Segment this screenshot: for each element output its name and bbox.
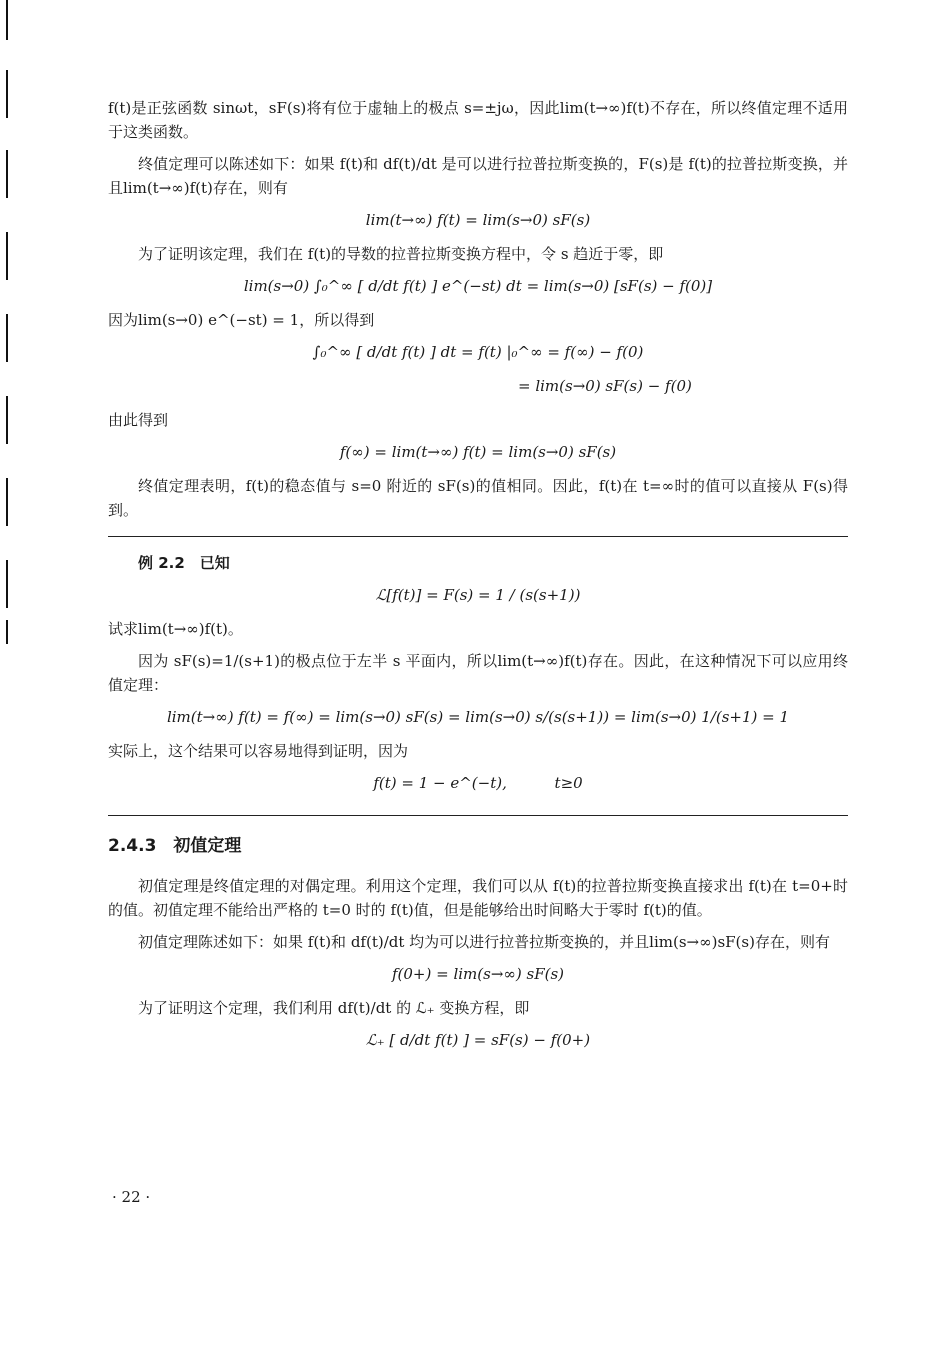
equation-result: f(∞) = lim(t→∞) f(t) = lim(s→0) sF(s): [339, 443, 617, 461]
paragraph-2: 终值定理可以陈述如下：如果 f(t)和 df(t)/dt 是可以进行拉普拉斯变换的，F(s)是 f(t)的拉普拉斯变换，并且lim(t→∞)f(t)存在，则有: [108, 155, 848, 197]
example-result-equation: lim(t→∞) f(t) = f(∞) = lim(s→0) sF(s) = lim(s→0) s/(s(s+1)) = lim(s→0) 1/(s+1) = 1: [166, 708, 790, 726]
equation-integral-continued: = lim(s→0) sF(s) − f(0): [518, 377, 692, 395]
paragraph-5: 由此得到: [108, 411, 169, 429]
equation-limit-integral: lim(s→0) ∫₀^∞ [ d/dt f(t) ] e^(−st) dt = lim(s→0) [sF(s) − f(0)]: [243, 277, 713, 295]
example-box: [108, 536, 848, 816]
paragraph-1: f(t)是正弦函数 sinωt，sF(s)将有位于虚轴上的极点 s=±jω，因此lim(t→∞)f(t)不存在，所以终值定理不适用于这类函数。: [108, 99, 848, 141]
equation-transform: ℒ₊ [ d/dt f(t) ] = sF(s) − f(0+): [365, 1031, 591, 1049]
example-given-equation: ℒ[f(t)] = F(s) = 1 / (s(s+1)): [375, 586, 581, 604]
page-number: · 22 ·: [112, 1188, 151, 1206]
example-paragraph-1: 因为 sF(s)=1/(s+1)的极点位于左半 s 平面内，所以lim(t→∞)f(t)存在。因此，在这种情况下可以应用终值定理：: [108, 652, 848, 694]
section-heading: 2.4.3 初值定理: [108, 836, 242, 856]
example-title: 例 2.2 已知: [138, 554, 230, 572]
scan-margin-marks: [6, 0, 9, 1347]
page-body: [108, 96, 848, 1062]
equation-integral: ∫₀^∞ [ d/dt f(t) ] dt = f(t) |₀^∞ = f(∞) − f(0): [312, 343, 644, 361]
example-question: 试求lim(t→∞)f(t)。: [108, 620, 243, 638]
example-paragraph-2: 实际上，这个结果可以容易地得到证明，因为: [108, 742, 409, 760]
section-paragraph-2: 初值定理陈述如下：如果 f(t)和 df(t)/dt 均为可以进行拉普拉斯变换的，并且lim(s→∞)sF(s)存在，则有: [138, 933, 830, 951]
paragraph-last: 为了证明这个定理，我们利用 df(t)/dt 的 ℒ₊ 变换方程，即: [138, 999, 530, 1017]
paragraph-4: 因为lim(s→0) e^(−st) = 1，所以得到: [108, 311, 375, 329]
paragraph-6: 终值定理表明，f(t)的稳态值与 s=0 附近的 sF(s)的值相同。因此，f(t)在 t=∞时的值可以直接从 F(s)得到。: [108, 477, 848, 519]
example-proof-equation: f(t) = 1 − e^(−t), t≥0: [373, 774, 583, 792]
equation-initial-value: f(0+) = lim(s→∞) sF(s): [391, 965, 565, 983]
paragraph-3: 为了证明该定理，我们在 f(t)的导数的拉普拉斯变换方程中，令 s 趋近于零，即: [138, 245, 664, 263]
section-paragraph-1: 初值定理是终值定理的对偶定理。利用这个定理，我们可以从 f(t)的拉普拉斯变换直接求出 f(t)在 t=0+时的值。初值定理不能给出严格的 t=0 时的 f(t)值，但是能够给出时间略大于零时 f(t)的值。: [108, 877, 848, 919]
equation-final-value: lim(t→∞) f(t) = lim(s→0) sF(s): [365, 211, 591, 229]
